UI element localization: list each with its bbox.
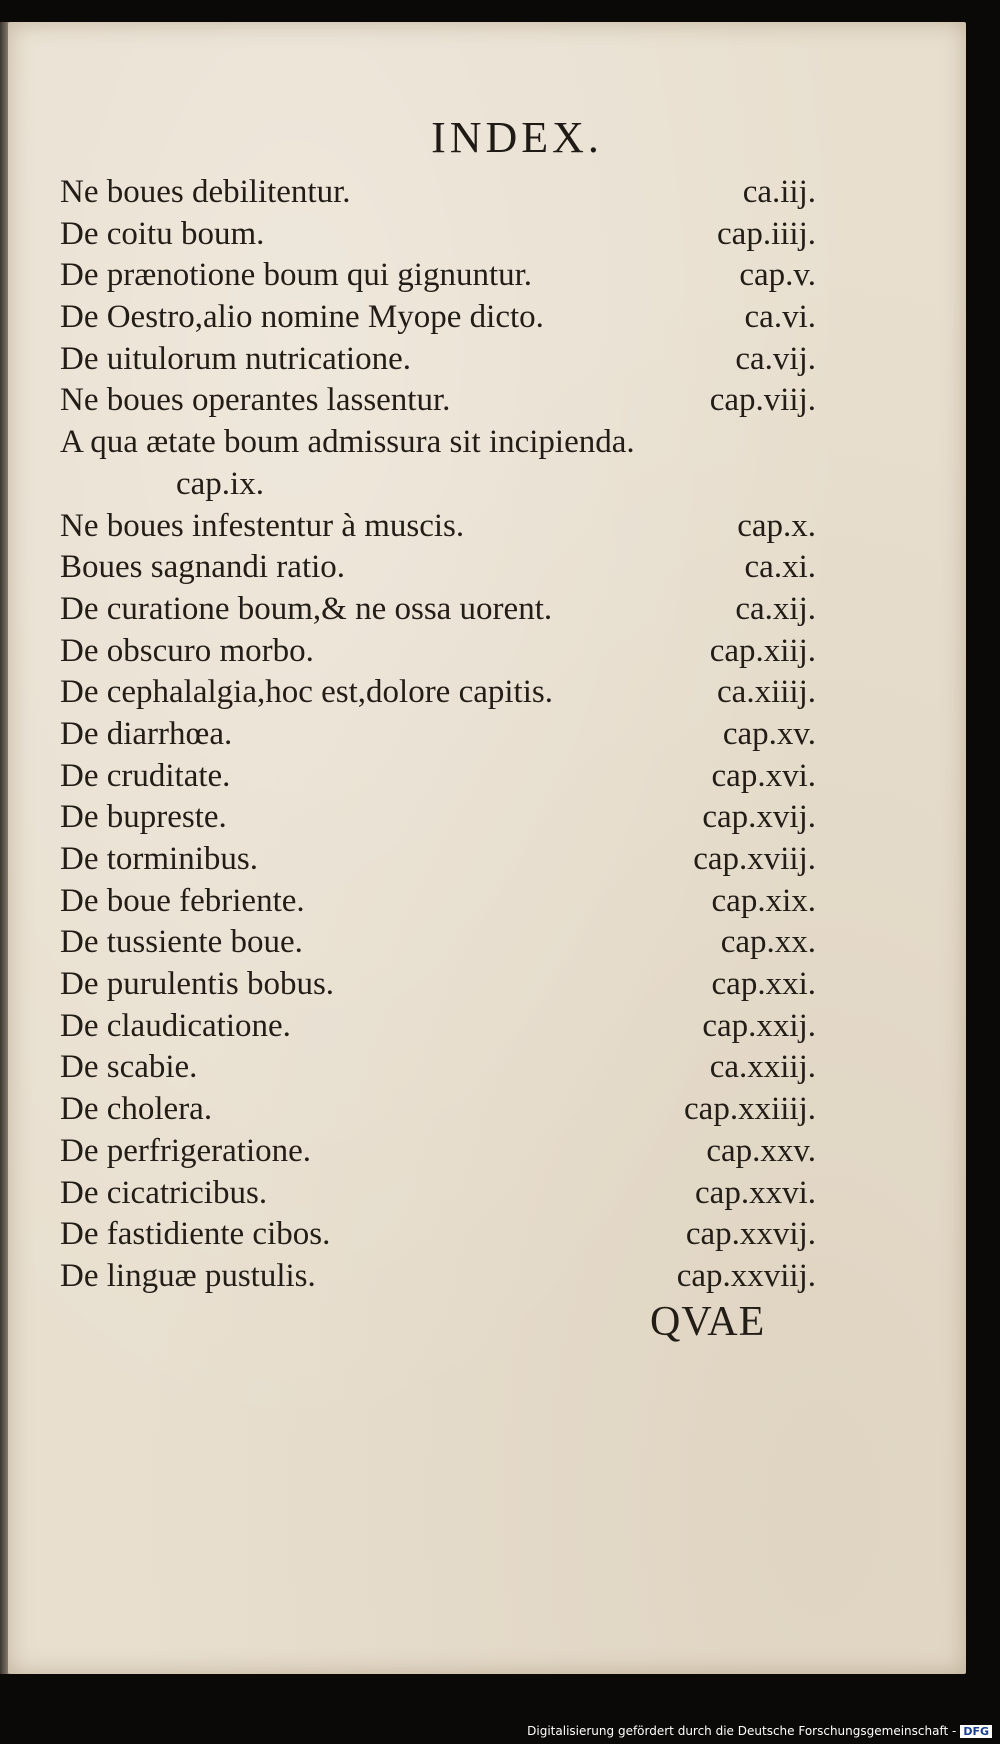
entry-chapter: cap.xxi. — [711, 966, 816, 1003]
entry-chapter: cap.xiij. — [709, 632, 816, 669]
entry-chapter: ca.xij. — [735, 590, 816, 627]
index-entry — [60, 506, 816, 548]
entry-title: cap.ix. — [176, 465, 264, 502]
entry-title: De curatione boum,& ne ossa uorent. — [60, 590, 553, 627]
index-entry — [60, 714, 816, 756]
catchword: QVAE — [650, 1299, 766, 1345]
index-entry — [60, 881, 816, 923]
entry-title: Ne boues debilitentur. — [60, 174, 351, 210]
index-entry — [60, 380, 816, 422]
index-entry — [60, 672, 816, 714]
entry-title: De bupreste. — [60, 799, 227, 836]
entry-title: De obscuro morbo. — [60, 632, 314, 669]
entry-title: De diarrhœa. — [60, 715, 233, 752]
entry-chapter: cap.iiij. — [717, 215, 816, 252]
entry-chapter: ca.vi. — [744, 299, 816, 336]
credit-text: Digitalisierung gefördert durch die Deutsche Forschungsgemeinschaft - — [527, 1724, 957, 1738]
entry-chapter: cap.x. — [737, 507, 816, 544]
index-entry — [60, 339, 816, 381]
entry-title: Ne boues operantes lassentur. — [60, 382, 451, 419]
entry-chapter: ca.iij. — [742, 174, 816, 210]
index-entry — [60, 1006, 816, 1048]
entry-chapter: cap.xxvij. — [685, 1216, 816, 1253]
entry-title: De Oestro,alio nomine Myope dicto. — [60, 299, 544, 336]
entry-title: De scabie. — [60, 1049, 198, 1086]
entry-chapter: ca.xi. — [744, 549, 816, 586]
entry-title: De claudicatione. — [60, 1007, 291, 1044]
entry-title: Boues sagnandi ratio. — [60, 549, 346, 586]
entry-title: De torminibus. — [60, 841, 258, 877]
entry-chapter: cap.xix. — [711, 882, 816, 919]
page-heading: INDEX. — [431, 113, 603, 162]
entry-title: De cholera. — [60, 1091, 213, 1128]
index-entry — [60, 631, 816, 673]
entry-title: De coitu boum. — [60, 215, 265, 252]
index-entry-continuation — [60, 464, 816, 506]
entry-chapter: cap.xxij. — [702, 1007, 816, 1044]
digitization-credit — [527, 1724, 992, 1738]
index-entry — [60, 1047, 816, 1089]
index-entry — [60, 1256, 816, 1298]
index-entry — [60, 1089, 816, 1131]
entry-title: De perfrigeratione. — [60, 1132, 312, 1169]
entry-title: De fastidiente cibos. — [60, 1216, 331, 1253]
index-entry — [60, 756, 816, 798]
index-entry — [60, 255, 816, 297]
index-entry — [60, 422, 816, 464]
entry-title: Ne boues infestentur à muscis. — [60, 507, 465, 544]
entry-title: De cicatricibus. — [60, 1174, 268, 1211]
entry-title: De purulentis bobus. — [60, 966, 335, 1003]
entry-chapter: cap.v. — [739, 257, 816, 294]
entry-chapter: cap.xvij. — [702, 799, 816, 836]
index-entry-list — [60, 172, 816, 1298]
index-entry — [60, 964, 816, 1006]
entry-title: De tussiente boue. — [60, 924, 303, 961]
index-entry — [60, 797, 816, 839]
entry-title: De boue febriente. — [60, 882, 305, 919]
entry-chapter: ca.xiiij. — [717, 674, 816, 711]
entry-chapter: cap.xx. — [720, 924, 816, 961]
entry-title: De cruditate. — [60, 757, 231, 794]
index-entry — [60, 1173, 816, 1215]
entry-chapter: cap.xvi. — [711, 757, 816, 794]
index-entry — [60, 1214, 816, 1256]
entry-chapter: cap.xxviij. — [676, 1257, 816, 1294]
entry-chapter: ca.xxiij. — [709, 1049, 816, 1086]
entry-chapter: cap.xviij. — [693, 841, 816, 877]
entry-chapter: cap.xxv. — [706, 1132, 816, 1169]
entry-title: De linguæ pustulis. — [60, 1257, 316, 1294]
entry-chapter: cap.xxvi. — [695, 1174, 816, 1211]
entry-chapter: ca.vij. — [735, 340, 816, 377]
index-entry — [60, 172, 816, 214]
index-entry — [60, 547, 816, 589]
entry-title: De cephalalgia,hoc est,dolore capitis. — [60, 674, 553, 711]
index-entry — [60, 839, 816, 881]
entry-chapter: cap.xv. — [722, 715, 816, 752]
entry-title: A qua ætate boum admissura sit incipienda. — [60, 424, 635, 461]
index-entry — [60, 922, 816, 964]
entry-chapter: cap.viij. — [709, 382, 816, 419]
index-entry — [60, 214, 816, 256]
entry-title: De prænotione boum qui gignuntur. — [60, 257, 533, 294]
entry-title: De uitulorum nutricatione. — [60, 340, 411, 377]
dfg-logo: DFG — [960, 1725, 992, 1738]
entry-chapter: cap.xxiiij. — [684, 1091, 816, 1128]
index-entry — [60, 589, 816, 631]
book-page — [8, 22, 966, 1674]
index-entry — [60, 1131, 816, 1173]
index-entry — [60, 297, 816, 339]
